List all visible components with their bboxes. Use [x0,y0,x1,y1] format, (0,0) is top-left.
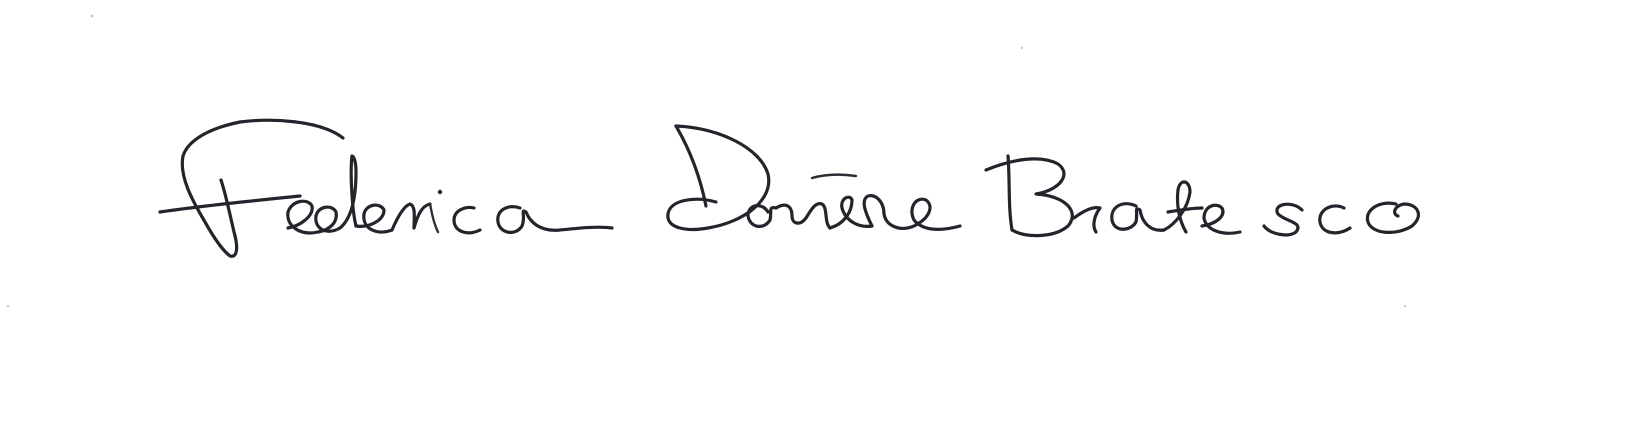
signature-word-brafesco [986,156,1418,236]
signature-word-donato [668,126,960,229]
signature-word-federica [288,156,612,233]
paper-speck [7,305,9,307]
i-dot [438,190,442,194]
paper-speck [1404,305,1406,307]
signature-letter-F [160,120,343,256]
paper-speck [91,15,94,18]
paper-speck [1021,47,1023,49]
